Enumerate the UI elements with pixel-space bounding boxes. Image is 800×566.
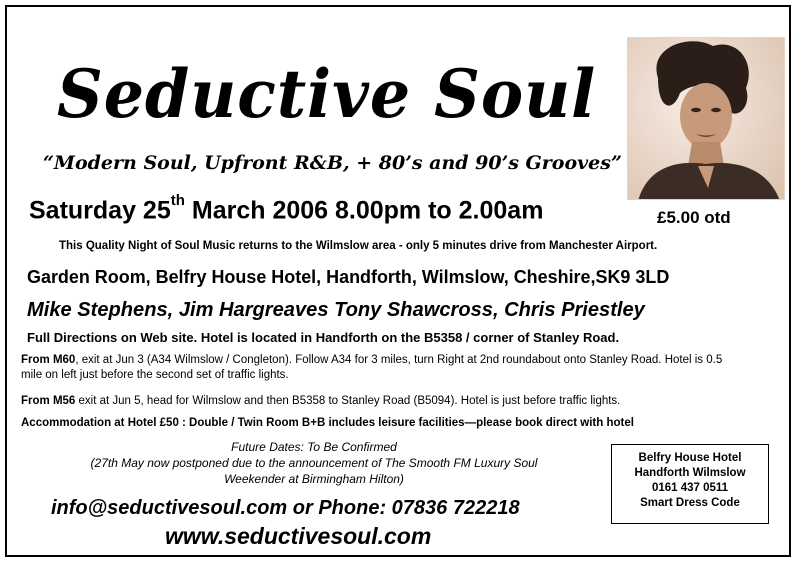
venue-box-hotel: Belfry House Hotel	[638, 452, 742, 464]
directions-m60	[21, 353, 741, 383]
date-time: March 2006 8.00pm to 2.00am	[184, 196, 544, 225]
singer-photo	[627, 37, 785, 200]
m56-text: exit at Jun 5, head for Wilmslow and then B5358 to Stanley Road (B5094). Hotel is just before traffic lights.	[75, 395, 621, 407]
venue-info-box	[611, 444, 769, 524]
flyer	[5, 5, 791, 557]
event-title: Seductive Soul	[57, 55, 597, 133]
date-ordinal: th	[170, 192, 185, 209]
m56-label: From M56	[21, 395, 76, 407]
singer-portrait-icon	[628, 38, 785, 200]
m60-label: From M60	[21, 354, 76, 366]
venue-address: Garden Room, Belfry House Hotel, Handforth, Wilmslow, Cheshire,SK9 3LD	[27, 266, 670, 287]
music-tagline: “Modern Soul, Upfront R&B, + 80’s and 90’s Grooves”	[43, 152, 622, 174]
date-day: Saturday 25	[29, 196, 171, 225]
future-dates-line-1: Future Dates: To Be Confirmed	[231, 440, 397, 454]
ticket-price: £5.00 otd	[657, 208, 731, 227]
future-dates-line-2: (27th May now postponed due to the announcement of The Smooth FM Luxury Soul	[90, 456, 538, 470]
event-date	[29, 192, 544, 225]
directions-m56	[21, 394, 741, 409]
website-link[interactable]: www.seductivesoul.com	[165, 523, 432, 549]
venue-box-phone[interactable]: 0161 437 0511	[651, 482, 729, 494]
accommodation-info: Accommodation at Hotel £50 : Double / Twin Room B+B includes leisure facilities—please book direct with hotel	[21, 417, 634, 429]
directions-heading: Full Directions on Web site. Hotel is located in Handforth on the B5358 / corner of Stanley Road.	[27, 330, 620, 345]
future-dates	[29, 439, 599, 487]
m60-text: , exit at Jun 3 (A34 Wilmslow / Congleton). Follow A34 for 3 miles, turn Right at 2nd roundabout onto Stanley Road. Hotel is 0.5 mile on left just before the second set of traffic lights.	[21, 354, 723, 381]
dj-lineup: Mike Stephens, Jim Hargreaves Tony Shawcross, Chris Priestley	[27, 298, 645, 321]
venue-box-location: Handforth Wilmslow	[634, 467, 746, 479]
intro-text: This Quality Night of Soul Music returns to the Wilmslow area - only 5 minutes drive from Manchester Airport.	[59, 240, 658, 252]
contact-line[interactable]: info@seductivesoul.com or Phone: 07836 722218	[51, 497, 520, 519]
venue-box-dress-code: Smart Dress Code	[640, 497, 740, 509]
future-dates-line-3: Weekender at Birmingham Hilton)	[224, 472, 404, 486]
